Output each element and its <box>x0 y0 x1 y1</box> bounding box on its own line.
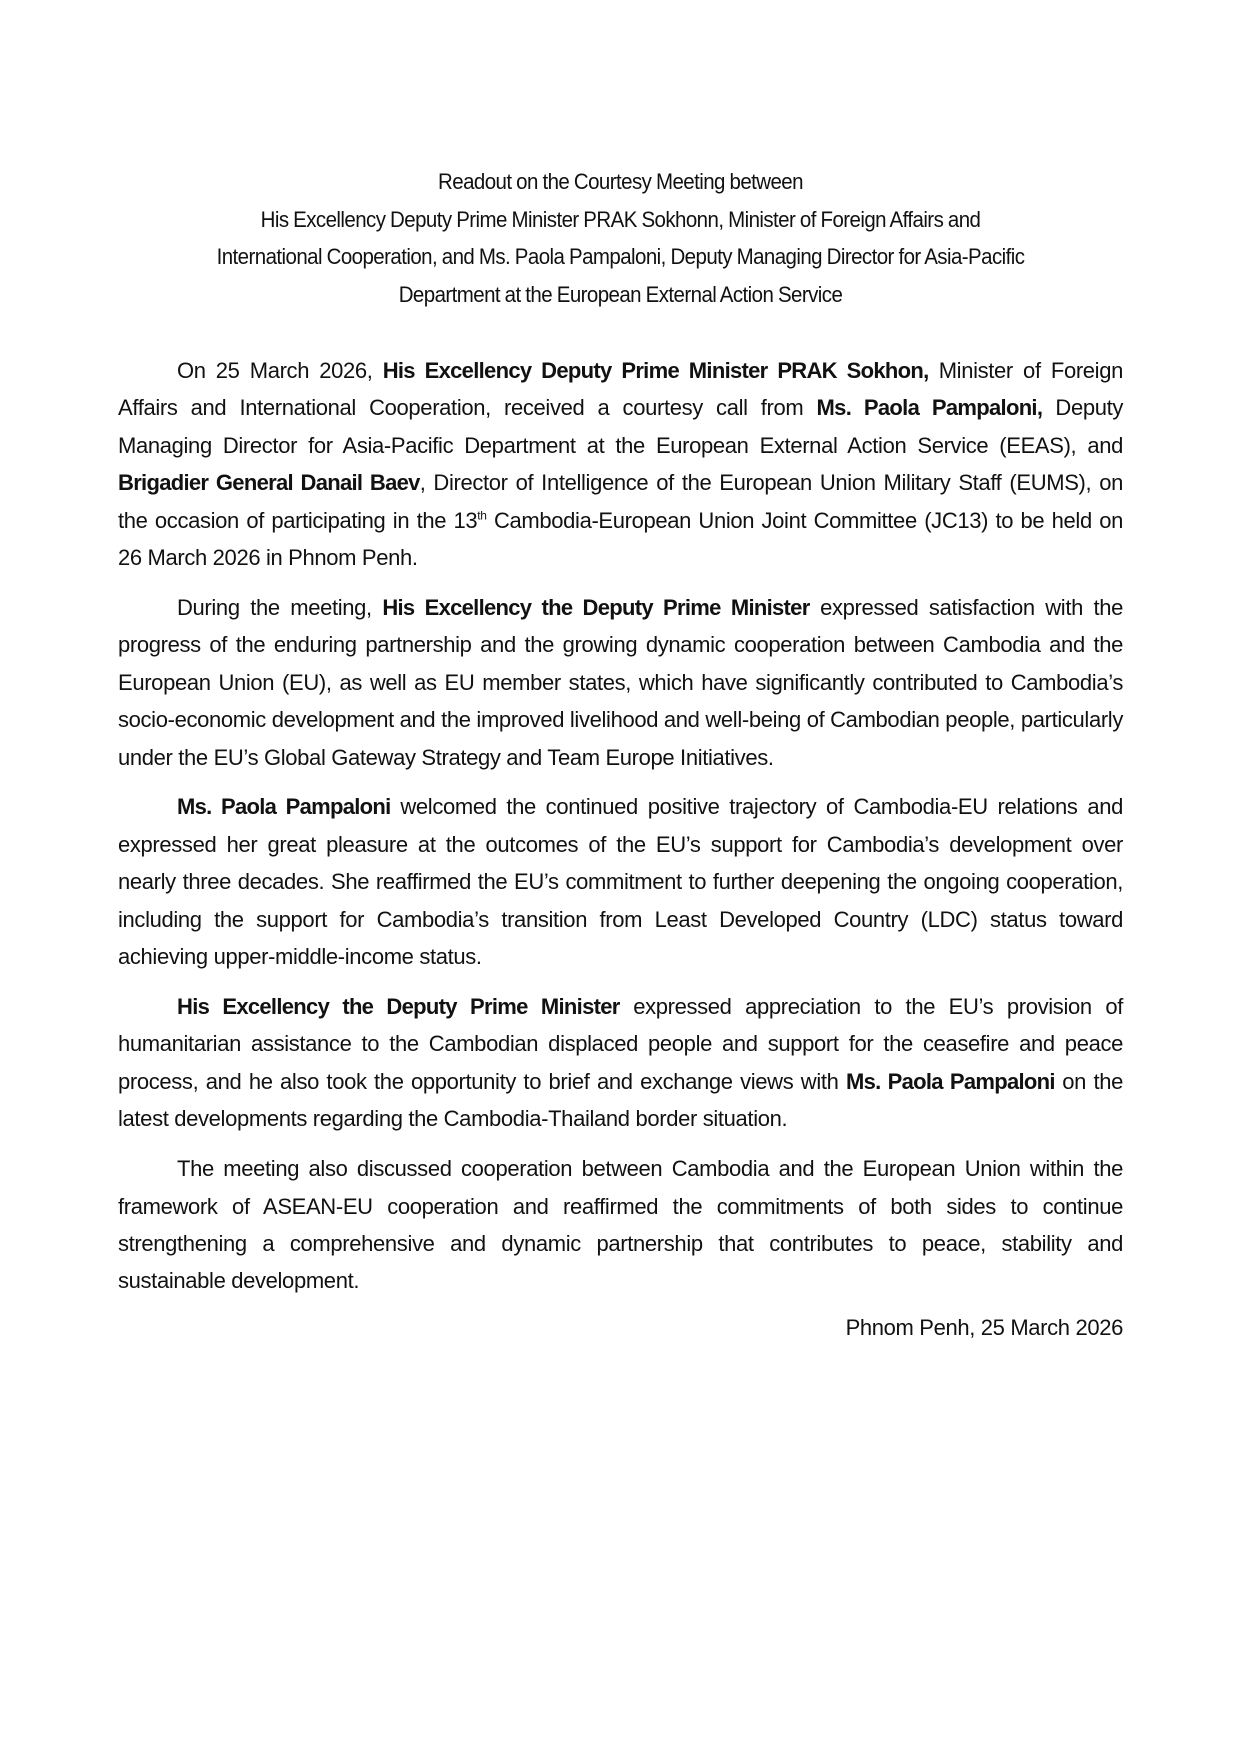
bold-name-dpm: His Excellency Deputy Prime Minister PRAK Sokhon, <box>382 358 929 383</box>
text-segment: on the latest developments regarding the Cambodia-Thailand border situation. <box>118 1068 1123 1132</box>
document-title <box>153 163 1088 313</box>
paragraph-asean-eu <box>118 1150 1123 1300</box>
bold-name-pampaloni: Ms. Paola Pampaloni, <box>816 395 1043 421</box>
signoff-place-date: Phnom Penh, 25 March 2026 <box>845 1315 1123 1341</box>
text-segment: The meeting also discussed cooperation between Cambodia and the European Union within the framework of ASEAN-EU cooperation and reaffirmed the commitments of both sides to continue strengthening a comprehensive and dynamic partnership that contributes to peace, stability and sustainable development. <box>118 1156 1123 1294</box>
title-line-3: International Cooperation, and Ms. Paola Pampaloni, Deputy Managing Director for Asia-Pacific <box>216 244 1025 269</box>
text-segment: During the meeting, <box>177 594 383 620</box>
paragraph-dpm-appreciation <box>118 988 1123 1138</box>
text-segment: expressed appreciation to the EU’s provision of humanitarian assistance to the Cambodian displaced people and support for the ceasefire and peace process, and he also took the opportunity to brief and exchange views with <box>118 994 1123 1094</box>
text-segment: welcomed the continued positive trajectory of Cambodia-EU relations and expressed her great pleasure at the outcomes of the EU’s support for Cambodia’s development over nearly three decades. She reaffirmed the EU’s commitment to further deepening the ongoing cooperation, including the support for Cambodia’s transition from Least Developed Country (LDC) status toward achieving upper-middle-income status. <box>118 794 1123 970</box>
bold-name-baev: Brigadier General Danail Baev <box>118 470 420 496</box>
text-segment: , Director of Intelligence of the European Union Military Staff (EUMS), on the occasion of participating in the 13 <box>118 470 1123 533</box>
title-line-2: His Excellency Deputy Prime Minister PRAK Sokhonn, Minister of Foreign Affairs and <box>260 206 981 232</box>
ordinal-suffix: th <box>477 508 487 523</box>
text-segment: Cambodia-European Union Joint Committee (JC13) to be held on 26 March 2026 in Phnom Penh. <box>118 507 1123 571</box>
document-body <box>118 352 1123 1346</box>
text-segment: Minister of Foreign Affairs and International Cooperation, received a courtesy call from <box>118 358 1123 421</box>
paragraph-dpm-satisfaction <box>118 589 1123 776</box>
text-segment: expressed satisfaction with the progress of the enduring partnership and the growing dynamic cooperation between Cambodia and the European Union (EU), as well as EU member states, which have significantly contributed to Cambodia’s socio-economic development and the improved livelihood and well-being of Cambodian people, particularly under the EU’s Global Gateway Strategy and Team Europe Initiatives. <box>118 594 1124 770</box>
bold-name-pampaloni: Ms. Paola Pampaloni <box>177 794 391 820</box>
text-segment: On 25 March 2026, <box>177 358 383 383</box>
document-page <box>118 163 1123 1346</box>
text-segment: Deputy Managing Director for Asia-Pacific Department at the European External Action Service (EEAS), and <box>118 395 1124 458</box>
bold-name-pampaloni: Ms. Paola Pampaloni <box>845 1068 1055 1094</box>
bold-name-dpm: His Excellency the Deputy Prime Minister <box>177 994 620 1019</box>
bold-name-dpm: His Excellency the Deputy Prime Minister <box>382 594 810 620</box>
paragraph-pampaloni-remarks <box>118 788 1123 975</box>
title-line-1: Readout on the Courtesy Meeting between <box>438 169 803 194</box>
paragraph-meeting-intro <box>118 352 1123 576</box>
title-line-4: Department at the European External Action Service <box>398 281 843 307</box>
